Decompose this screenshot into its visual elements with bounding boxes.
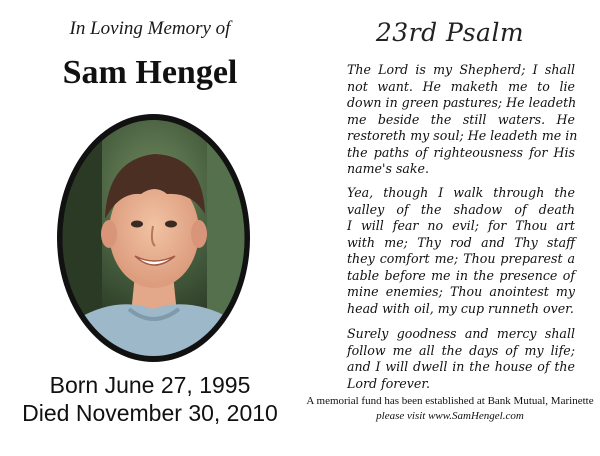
verse-line: down in green pastures; He leadeth xyxy=(347,95,577,110)
verse-line: follow me all the days of my life; xyxy=(347,342,575,358)
verse-line: the paths of righteousness for His xyxy=(347,144,575,160)
verse-line: The Lord is my Shepherd; I shall xyxy=(347,62,575,77)
verse-line: head with oil, my cup runneth over. xyxy=(347,300,574,316)
verse-line: valley of the shadow of death xyxy=(347,201,575,217)
website-note: please visit www.SamHengel.com xyxy=(376,410,524,422)
verse-line: with me; Thy rod and Thy staff xyxy=(347,234,575,250)
verse-1 xyxy=(347,62,578,178)
right-panel xyxy=(300,0,600,456)
verse-line: and I will dwell in the house of the xyxy=(347,359,575,374)
birth-date: Born June 27, 1995 xyxy=(49,372,251,398)
memory-heading: In Loving Memory of xyxy=(69,18,231,39)
verse-line: table before me in the presence of xyxy=(347,267,575,283)
verse-line: name's sake. xyxy=(347,161,430,176)
verse-line: mine enemies; Thou anointest my xyxy=(347,284,575,299)
verse-line: me beside the still waters. He xyxy=(347,111,575,127)
deceased-name: Sam Hengel xyxy=(62,54,238,91)
memorial-fund-note: A memorial fund has been established at Bank Mutual, Marinette xyxy=(306,395,594,407)
psalm-title: 23rd Psalm xyxy=(375,18,525,47)
verse-2 xyxy=(347,185,575,317)
portrait-photo xyxy=(57,114,250,362)
verse-line: I will fear no evil; for Thou art xyxy=(347,218,575,233)
verse-line: restoreth my soul; He leadeth me in xyxy=(347,128,578,143)
verse-3 xyxy=(347,326,575,392)
verse-line: they comfort me; Thou preparest a xyxy=(347,251,575,266)
death-date: Died November 30, 2010 xyxy=(22,400,278,426)
verse-line: not want. He maketh me to lie xyxy=(347,78,575,94)
verse-line: Lord forever. xyxy=(347,375,430,391)
verse-line: Yea, though I walk through the xyxy=(347,185,575,200)
verse-line: Surely goodness and mercy shall xyxy=(347,326,575,341)
portrait-photo-icon xyxy=(57,114,250,362)
